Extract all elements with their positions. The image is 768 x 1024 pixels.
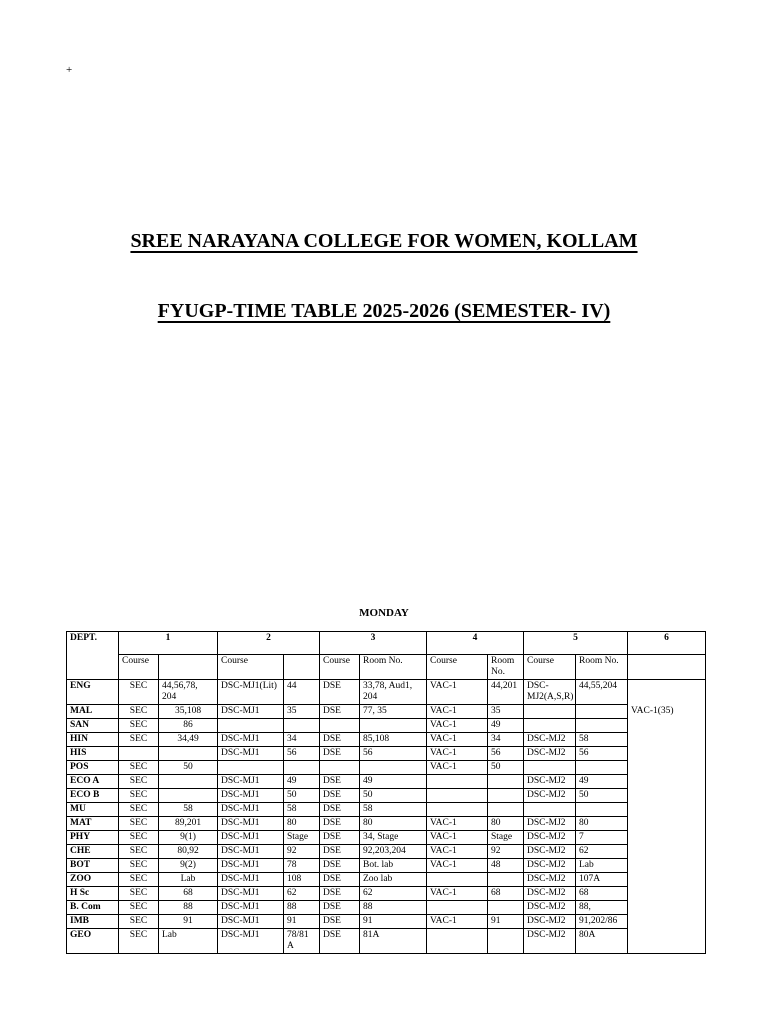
table-cell: SEC xyxy=(119,760,159,774)
table-cell xyxy=(427,802,488,816)
table-cell: 56 xyxy=(360,746,427,760)
dept-cell: POS xyxy=(67,760,119,774)
table-cell: DSE xyxy=(320,732,360,746)
table-cell: 56 xyxy=(488,746,524,760)
table-cell: DSC-MJ2 xyxy=(524,774,576,788)
table-cell xyxy=(159,746,218,760)
table-cell: VAC-1 xyxy=(427,718,488,732)
dept-cell: HIS xyxy=(67,746,119,760)
table-cell: VAC-1 xyxy=(427,746,488,760)
table-cell: 80 xyxy=(284,816,320,830)
table-cell: SEC xyxy=(119,914,159,928)
table-cell: Lab xyxy=(159,928,218,953)
table-row xyxy=(67,788,706,802)
dept-cell: MAT xyxy=(67,816,119,830)
table-cell: 86 xyxy=(159,718,218,732)
table-cell: 78/81 A xyxy=(284,928,320,953)
table-cell: 62 xyxy=(360,886,427,900)
table-cell: 48 xyxy=(488,858,524,872)
table-row xyxy=(67,746,706,760)
table-cell: DSE xyxy=(320,914,360,928)
dept-cell: MAL xyxy=(67,704,119,718)
table-cell: VAC-1 xyxy=(427,844,488,858)
table-cell: 34, Stage xyxy=(360,830,427,844)
table-cell: DSC-MJ1 xyxy=(218,900,284,914)
table-cell: DSE xyxy=(320,886,360,900)
table-cell: SEC xyxy=(119,900,159,914)
college-title xyxy=(0,230,768,253)
table-cell: 49 xyxy=(284,774,320,788)
dept-cell: H Sc xyxy=(67,886,119,900)
period-6-merged-cell: VAC-1(35) xyxy=(628,679,706,953)
table-cell: 44,55,204 xyxy=(576,679,628,704)
table-row xyxy=(67,732,706,746)
sub-header-cell: Course xyxy=(320,655,360,680)
table-cell: 91 xyxy=(284,914,320,928)
table-cell: DSE xyxy=(320,802,360,816)
period-1-header: 1 xyxy=(119,632,218,655)
sub-header-cell xyxy=(628,655,706,680)
table-cell: DSC-MJ2(A,S,R) xyxy=(524,679,576,704)
table-cell: 92 xyxy=(284,844,320,858)
table-cell: DSC-MJ2 xyxy=(524,746,576,760)
table-cell: DSE xyxy=(320,788,360,802)
table-cell: DSC-MJ1 xyxy=(218,872,284,886)
table-cell: 80,92 xyxy=(159,844,218,858)
table-cell: 50 xyxy=(284,788,320,802)
table-cell: 50 xyxy=(488,760,524,774)
table-cell: 34,49 xyxy=(159,732,218,746)
table-cell: DSC-MJ1 xyxy=(218,816,284,830)
table-cell xyxy=(159,788,218,802)
table-cell: 49 xyxy=(360,774,427,788)
table-cell: SEC xyxy=(119,774,159,788)
table-cell: 7 xyxy=(576,830,628,844)
table-row xyxy=(67,844,706,858)
table-cell: 50 xyxy=(360,788,427,802)
dept-cell: ECO B xyxy=(67,788,119,802)
table-row xyxy=(67,830,706,844)
table-cell xyxy=(159,774,218,788)
table-cell: 80 xyxy=(576,816,628,830)
table-cell xyxy=(218,718,284,732)
table-cell xyxy=(218,760,284,774)
table-cell: SEC xyxy=(119,830,159,844)
table-cell xyxy=(576,802,628,816)
table-cell: DSC-MJ1 xyxy=(218,746,284,760)
dept-cell: BOT xyxy=(67,858,119,872)
table-cell: 68 xyxy=(159,886,218,900)
table-cell xyxy=(524,760,576,774)
table-cell: SEC xyxy=(119,732,159,746)
table-cell xyxy=(320,760,360,774)
table-cell: DSC-MJ2 xyxy=(524,844,576,858)
table-cell: SEC xyxy=(119,802,159,816)
table-cell: 35,108 xyxy=(159,704,218,718)
table-cell: 58 xyxy=(576,732,628,746)
dept-cell: PHY xyxy=(67,830,119,844)
table-cell: DSC-MJ1 xyxy=(218,886,284,900)
table-cell: 35 xyxy=(488,704,524,718)
table-cell: 77, 35 xyxy=(360,704,427,718)
table-cell: SEC xyxy=(119,858,159,872)
table-cell: 58 xyxy=(159,802,218,816)
dept-cell: HIN xyxy=(67,732,119,746)
table-cell: 88, xyxy=(576,900,628,914)
table-cell: DSE xyxy=(320,774,360,788)
table-cell: DSE xyxy=(320,679,360,704)
table-cell: DSE xyxy=(320,872,360,886)
table-cell: 80 xyxy=(488,816,524,830)
table-cell xyxy=(427,774,488,788)
table-cell: DSC-MJ2 xyxy=(524,830,576,844)
sub-header-cell: Course xyxy=(218,655,284,680)
timetable-title-text: FYUGP-TIME TABLE 2025-2026 (SEMESTER- IV) xyxy=(157,300,611,322)
table-cell: SEC xyxy=(119,844,159,858)
period-6-header: 6 xyxy=(628,632,706,655)
table-cell xyxy=(427,788,488,802)
table-cell: 62 xyxy=(284,886,320,900)
table-cell: 91,202/86 xyxy=(576,914,628,928)
table-cell: DSC-MJ1 xyxy=(218,830,284,844)
table-cell: 50 xyxy=(159,760,218,774)
table-cell xyxy=(284,718,320,732)
table-cell: DSC-MJ2 xyxy=(524,914,576,928)
table-row xyxy=(67,872,706,886)
table-cell xyxy=(427,928,488,953)
table-cell: VAC-1 xyxy=(427,858,488,872)
table-cell: DSE xyxy=(320,746,360,760)
table-row xyxy=(67,900,706,914)
table-cell: DSC-MJ2 xyxy=(524,858,576,872)
table-cell: DSE xyxy=(320,816,360,830)
period-header-row xyxy=(67,632,706,655)
sub-header-cell: Room No. xyxy=(360,655,427,680)
table-cell: 80A xyxy=(576,928,628,953)
table-row xyxy=(67,858,706,872)
dept-cell: CHE xyxy=(67,844,119,858)
table-cell xyxy=(488,774,524,788)
table-cell: SEC xyxy=(119,718,159,732)
table-cell: 56 xyxy=(576,746,628,760)
table-cell: DSC-MJ2 xyxy=(524,788,576,802)
dept-cell: IMB xyxy=(67,914,119,928)
dept-cell: GEO xyxy=(67,928,119,953)
table-cell: SEC xyxy=(119,788,159,802)
sub-header-cell xyxy=(284,655,320,680)
table-cell: DSC-MJ1 xyxy=(218,704,284,718)
table-cell xyxy=(360,760,427,774)
day-heading: MONDAY xyxy=(359,607,409,619)
table-cell: 58 xyxy=(360,802,427,816)
table-cell: VAC-1 xyxy=(427,816,488,830)
table-cell: 78 xyxy=(284,858,320,872)
table-cell: 81A xyxy=(360,928,427,953)
table-cell: 44,56,78, 204 xyxy=(159,679,218,704)
table-cell: SEC xyxy=(119,704,159,718)
timetable-body xyxy=(67,679,706,953)
table-cell: VAC-1 xyxy=(427,704,488,718)
period-4-header: 4 xyxy=(427,632,524,655)
table-cell: 34 xyxy=(488,732,524,746)
dept-cell: MU xyxy=(67,802,119,816)
table-cell xyxy=(427,872,488,886)
table-cell: 56 xyxy=(284,746,320,760)
table-cell: DSC-MJ1 xyxy=(218,732,284,746)
table-cell: SEC xyxy=(119,886,159,900)
table-cell: 58 xyxy=(284,802,320,816)
table-row xyxy=(67,928,706,953)
table-cell xyxy=(524,802,576,816)
table-cell: Bot. lab xyxy=(360,858,427,872)
table-cell: 85,108 xyxy=(360,732,427,746)
table-cell: DSE xyxy=(320,900,360,914)
table-cell: DSC-MJ2 xyxy=(524,816,576,830)
dept-cell: B. Com xyxy=(67,900,119,914)
table-cell xyxy=(488,900,524,914)
table-cell: DSC-MJ1 xyxy=(218,928,284,953)
table-cell: DSC-MJ1 xyxy=(218,914,284,928)
table-cell: VAC-1 xyxy=(427,732,488,746)
table-cell: 88 xyxy=(360,900,427,914)
table-cell: VAC-1 xyxy=(427,830,488,844)
period-5-header: 5 xyxy=(524,632,628,655)
table-cell: DSC-MJ2 xyxy=(524,886,576,900)
table-cell: 88 xyxy=(159,900,218,914)
table-row xyxy=(67,914,706,928)
table-cell: 89,201 xyxy=(159,816,218,830)
table-cell: DSE xyxy=(320,830,360,844)
plus-mark: + xyxy=(66,64,73,76)
period-2-header: 2 xyxy=(218,632,320,655)
table-cell: 92,203,204 xyxy=(360,844,427,858)
table-row xyxy=(67,704,706,718)
sub-header-cell xyxy=(159,655,218,680)
table-cell xyxy=(524,704,576,718)
table-cell: 68 xyxy=(488,886,524,900)
college-title-text: SREE NARAYANA COLLEGE FOR WOMEN, KOLLAM xyxy=(130,230,638,252)
table-cell: DSC-MJ1 xyxy=(218,802,284,816)
timetable xyxy=(66,631,706,954)
table-cell: VAC-1 xyxy=(427,886,488,900)
table-cell: DSE xyxy=(320,844,360,858)
table-cell: DSC-MJ1 xyxy=(218,788,284,802)
sub-header-cell: Room No. xyxy=(488,655,524,680)
table-cell: DSC-MJ1(Lit) xyxy=(218,679,284,704)
table-row xyxy=(67,886,706,900)
table-row xyxy=(67,816,706,830)
dept-header: DEPT. xyxy=(67,632,119,680)
table-row xyxy=(67,718,706,732)
table-cell xyxy=(524,718,576,732)
table-cell: 44,201 xyxy=(488,679,524,704)
table-cell: 91 xyxy=(360,914,427,928)
table-cell: 62 xyxy=(576,844,628,858)
table-cell xyxy=(488,872,524,886)
table-cell xyxy=(284,760,320,774)
table-cell: 44 xyxy=(284,679,320,704)
table-cell: Stage xyxy=(488,830,524,844)
table-cell: SEC xyxy=(119,679,159,704)
table-cell: 33,78, Aud1, 204 xyxy=(360,679,427,704)
table-cell: 88 xyxy=(284,900,320,914)
dept-cell: ENG xyxy=(67,679,119,704)
table-cell: DSE xyxy=(320,704,360,718)
table-cell xyxy=(488,788,524,802)
table-cell: 34 xyxy=(284,732,320,746)
sub-header-cell: Course xyxy=(427,655,488,680)
table-cell: DSC-MJ2 xyxy=(524,732,576,746)
table-cell: SEC xyxy=(119,928,159,953)
table-cell: 49 xyxy=(488,718,524,732)
table-cell: 91 xyxy=(159,914,218,928)
dept-cell: ECO A xyxy=(67,774,119,788)
table-row xyxy=(67,679,706,704)
timetable-title xyxy=(0,300,768,323)
table-row xyxy=(67,760,706,774)
period-3-header: 3 xyxy=(320,632,427,655)
table-row xyxy=(67,802,706,816)
sub-header-row xyxy=(67,655,706,680)
sub-header-cell: Course xyxy=(524,655,576,680)
table-cell: Lab xyxy=(576,858,628,872)
table-cell: SEC xyxy=(119,872,159,886)
table-cell: 49 xyxy=(576,774,628,788)
table-cell: 35 xyxy=(284,704,320,718)
table-cell: DSC-MJ2 xyxy=(524,928,576,953)
table-cell: VAC-1 xyxy=(427,679,488,704)
table-cell: SEC xyxy=(119,816,159,830)
table-cell: DSC-MJ2 xyxy=(524,900,576,914)
table-cell: Stage xyxy=(284,830,320,844)
table-cell: VAC-1 xyxy=(427,914,488,928)
table-cell: Lab xyxy=(159,872,218,886)
table-cell: DSE xyxy=(320,858,360,872)
table-cell: DSC-MJ1 xyxy=(218,858,284,872)
table-cell xyxy=(360,718,427,732)
table-cell: 91 xyxy=(488,914,524,928)
table-cell xyxy=(576,704,628,718)
dept-cell: SAN xyxy=(67,718,119,732)
table-cell: 68 xyxy=(576,886,628,900)
table-cell xyxy=(119,746,159,760)
table-cell xyxy=(576,760,628,774)
table-cell: DSC-MJ1 xyxy=(218,844,284,858)
table-row xyxy=(67,774,706,788)
table-cell xyxy=(320,718,360,732)
table-cell: DSC-MJ2 xyxy=(524,872,576,886)
table-cell: 107A xyxy=(576,872,628,886)
table-cell: 92 xyxy=(488,844,524,858)
table-cell: VAC-1 xyxy=(427,760,488,774)
table-cell: 9(1) xyxy=(159,830,218,844)
table-cell: DSC-MJ1 xyxy=(218,774,284,788)
sub-header-cell: Room No. xyxy=(576,655,628,680)
table-cell: Zoo lab xyxy=(360,872,427,886)
table-cell xyxy=(488,928,524,953)
dept-cell: ZOO xyxy=(67,872,119,886)
table-cell: DSE xyxy=(320,928,360,953)
table-cell xyxy=(488,802,524,816)
table-cell xyxy=(576,718,628,732)
table-cell: 50 xyxy=(576,788,628,802)
table-cell xyxy=(427,900,488,914)
table-cell: 108 xyxy=(284,872,320,886)
sub-header-cell: Course xyxy=(119,655,159,680)
table-cell: 80 xyxy=(360,816,427,830)
table-cell: 9(2) xyxy=(159,858,218,872)
